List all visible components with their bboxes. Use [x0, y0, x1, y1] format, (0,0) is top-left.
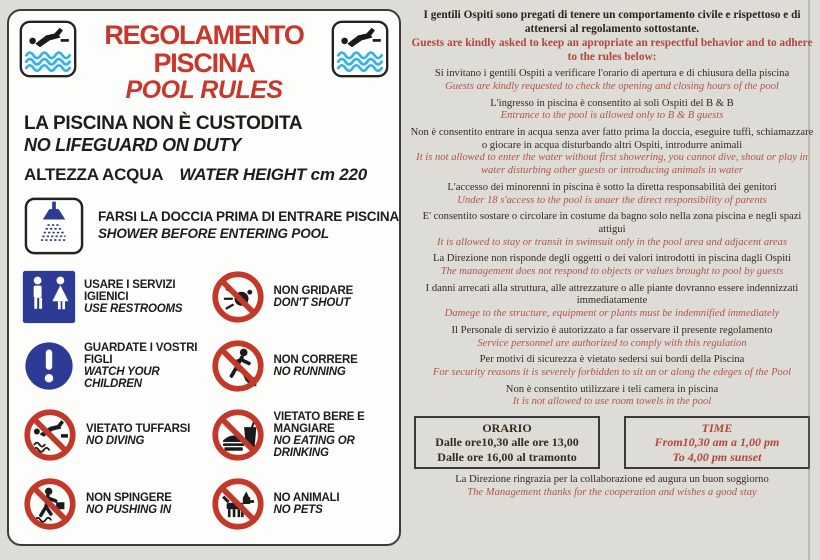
regulation-paragraph [410, 211, 814, 249]
intro-paragraph [410, 9, 814, 64]
paragraph-italian: L'accesso dei minorenni in piscina è sotto la diretta responsabilità dei genitori [447, 181, 777, 193]
paragraph-italian: Il Personale di servizio è autorizzato a far osservare il presente regolamento [451, 324, 773, 336]
panel-title-italian: REGOLAMENTO PISCINA [104, 20, 304, 78]
paragraph-italian: Non è consentito entrare in acqua senza aver fatto prima la doccia, eseguire tuffi, schiamazzare o giocare in acqua disturbando altri Ospiti, introdurre animali [410, 127, 814, 151]
paragraph-italian: Si invitano i gentili Ospiti a verificare l'orario di apertura e di chiusura della piscina [434, 68, 790, 80]
time-title: TIME [701, 421, 733, 436]
rule-label-italian: USARE I SERVIZI IGIENICI [84, 279, 176, 304]
rule-label-english: DON'T SHOUT [273, 297, 351, 310]
regulation-paragraph [410, 68, 814, 93]
paragraph-english: It is not allowed to use room towels in the pool [512, 396, 712, 408]
rule-no-eating-drinking [210, 407, 394, 463]
rule-use-restrooms [22, 269, 206, 325]
panel-title-english: POOL RULES [125, 76, 283, 105]
rule-label-english: NO EATING OR DRINKING [273, 435, 355, 460]
regulation-paragraph [410, 354, 814, 379]
pictogram-rules-grid [9, 259, 399, 532]
paragraph-italian: Non è consentito utilizzare i teli camera in piscina [505, 383, 719, 395]
pool-notices [24, 113, 399, 185]
water-height-english: WATER HEIGHT cm 220 [179, 165, 368, 185]
paragraph-italian: Per motivi di sicurezza è vietato sedersi sui bordi della Piscina [479, 354, 745, 366]
no-running-icon [210, 338, 266, 394]
intro-english: Guests are kindly asked to keep an apropriate an respectful behavior and to adhere to the rules below: [411, 37, 813, 63]
paragraph-english: For security reasons it is severely forbidden to sit on or along the edeges of the Pool [432, 366, 792, 378]
paragraph-english: It is allowed to stay or transit in swimsuit only in the pool area and adjacent areas [437, 236, 787, 248]
rule-label-italian: GUARDATE I VOSTRI FIGLI [84, 342, 198, 367]
paragraph-english: Guests are kindly requested to check the opening and closing hours of the pool [445, 80, 779, 92]
rule-label-english: NO DIVING [86, 435, 145, 448]
rule-label-italian: VIETATO TUFFARSI [86, 423, 191, 436]
regulation-paragraph [410, 182, 814, 207]
time-line-2: To 4,00 pm sunset [672, 449, 762, 464]
regulation-paragraph [410, 325, 814, 350]
paragraph-italian: E' consentito sostare o circolare in costume da bagno solo nella zona piscina e negli spazi attigui [422, 211, 802, 235]
no-diving-icon [22, 407, 78, 463]
paragraph-english: Entrance to the pool is allowed only to B & B guests [500, 110, 724, 122]
panel-header [9, 11, 399, 105]
paragraph-english: Under 18 s'access to the pool is unaer the direct responsibility of parents [457, 194, 767, 206]
diver-icon [331, 20, 389, 78]
paragraph-english: Service personnel are authorized to comply with this regulation [477, 337, 747, 349]
restrooms-icon [22, 270, 76, 324]
opening-hours [410, 416, 814, 469]
regulation-paragraph [410, 127, 814, 178]
no-lifeguard-italian: LA PISCINA NON È CUSTODITA [24, 113, 303, 135]
paragraph-italian: La Direzione non risponde degli oggetti o dei valori introdotti in piscina dagli Ospiti [432, 253, 792, 265]
shower-rule-english: SHOWER BEFORE ENTERING POOL [98, 226, 329, 242]
time-box [624, 416, 810, 469]
watch-children-icon [22, 339, 76, 393]
rule-label-italian: NON CORRERE [273, 354, 358, 367]
diver-icon [19, 20, 77, 78]
no-pushing-icon [22, 476, 78, 532]
regulation-paragraph [410, 384, 814, 409]
shower-rule-italian: FARSI LA DOCCIA PRIMA DI ENTRARE PISCINA [98, 209, 400, 225]
footer-english: The Management thanks for the cooperation and wishes a good stay [467, 486, 757, 498]
no-shouting-icon [210, 269, 266, 325]
paragraph-english: It is not allowed to enter the water without first showering, you cannot dive, shout or play in water disturbing other guests or introducing animals in water [416, 152, 808, 177]
rule-label-english: NO PUSHING IN [86, 504, 171, 517]
panel-title [77, 22, 331, 103]
no-pets-icon [210, 476, 266, 532]
shower-icon [24, 197, 84, 255]
footer-italian: La Direzione ringrazia per la collaborazione ed augura un buon soggiorno [455, 474, 769, 486]
rule-label-italian: NON GRIDARE [273, 285, 354, 298]
rule-no-running [210, 338, 394, 394]
regulation-paragraph [410, 283, 814, 321]
rule-label-italian: VIETATO BERE E MANGIARE [273, 411, 365, 436]
water-height-notice [24, 165, 399, 185]
paragraph-italian: I danni arrecati alla struttura, alle attrezzature o alle piante dovranno essere indennizzati immediatamente [425, 282, 799, 307]
footer-paragraph [410, 474, 814, 499]
regulation-text-column [410, 5, 814, 557]
orario-title: ORARIO [482, 421, 532, 436]
no-eating-icon [210, 407, 266, 463]
rule-label-english: NO RUNNING [273, 366, 346, 379]
time-line-1: From10,30 am a 1,00 pm [654, 435, 780, 450]
rule-label-italian: NON SPINGERE [86, 492, 172, 505]
paragraph-english: The management does not respond to objects or values brought to pool by guests [440, 266, 784, 278]
rule-no-pushing [22, 476, 206, 532]
orario-box [414, 416, 600, 469]
orario-line-1: Dalle ore10,30 alle ore 13,00 [435, 435, 579, 450]
rule-no-shouting [210, 269, 394, 325]
rule-watch-children [22, 338, 206, 394]
shower-rule-text [98, 209, 399, 243]
rule-label-italian: NO ANIMALI [273, 492, 340, 505]
paragraph-english: Damege to the structure, equipment or plants must be indemnified immediately [444, 308, 780, 320]
shower-rule [24, 197, 399, 255]
regulation-paragraph [410, 253, 814, 278]
rule-label-english: USE RESTROOMS [84, 303, 183, 316]
water-height-italian: ALTEZZA ACQUA [24, 165, 164, 185]
paragraph-italian: L'ingresso in piscina è consentito ai soli Ospiti del B & B [490, 97, 734, 109]
rule-no-diving [22, 407, 206, 463]
rule-label-english: NO PETS [273, 504, 323, 517]
pool-rules-panel [7, 9, 401, 546]
rule-no-pets [210, 476, 394, 532]
regulation-paragraph [410, 98, 814, 123]
orario-line-2: Dalle ore 16,00 al tramonto [437, 449, 577, 464]
rule-label-english: WATCH YOUR CHILDREN [84, 366, 160, 391]
intro-italian: I gentili Ospiti sono pregati di tenere un comportamento civile e rispettoso e di attenersi al regolamento sottostante. [423, 9, 801, 35]
no-lifeguard-english: NO LIFEGUARD ON DUTY [24, 135, 241, 156]
